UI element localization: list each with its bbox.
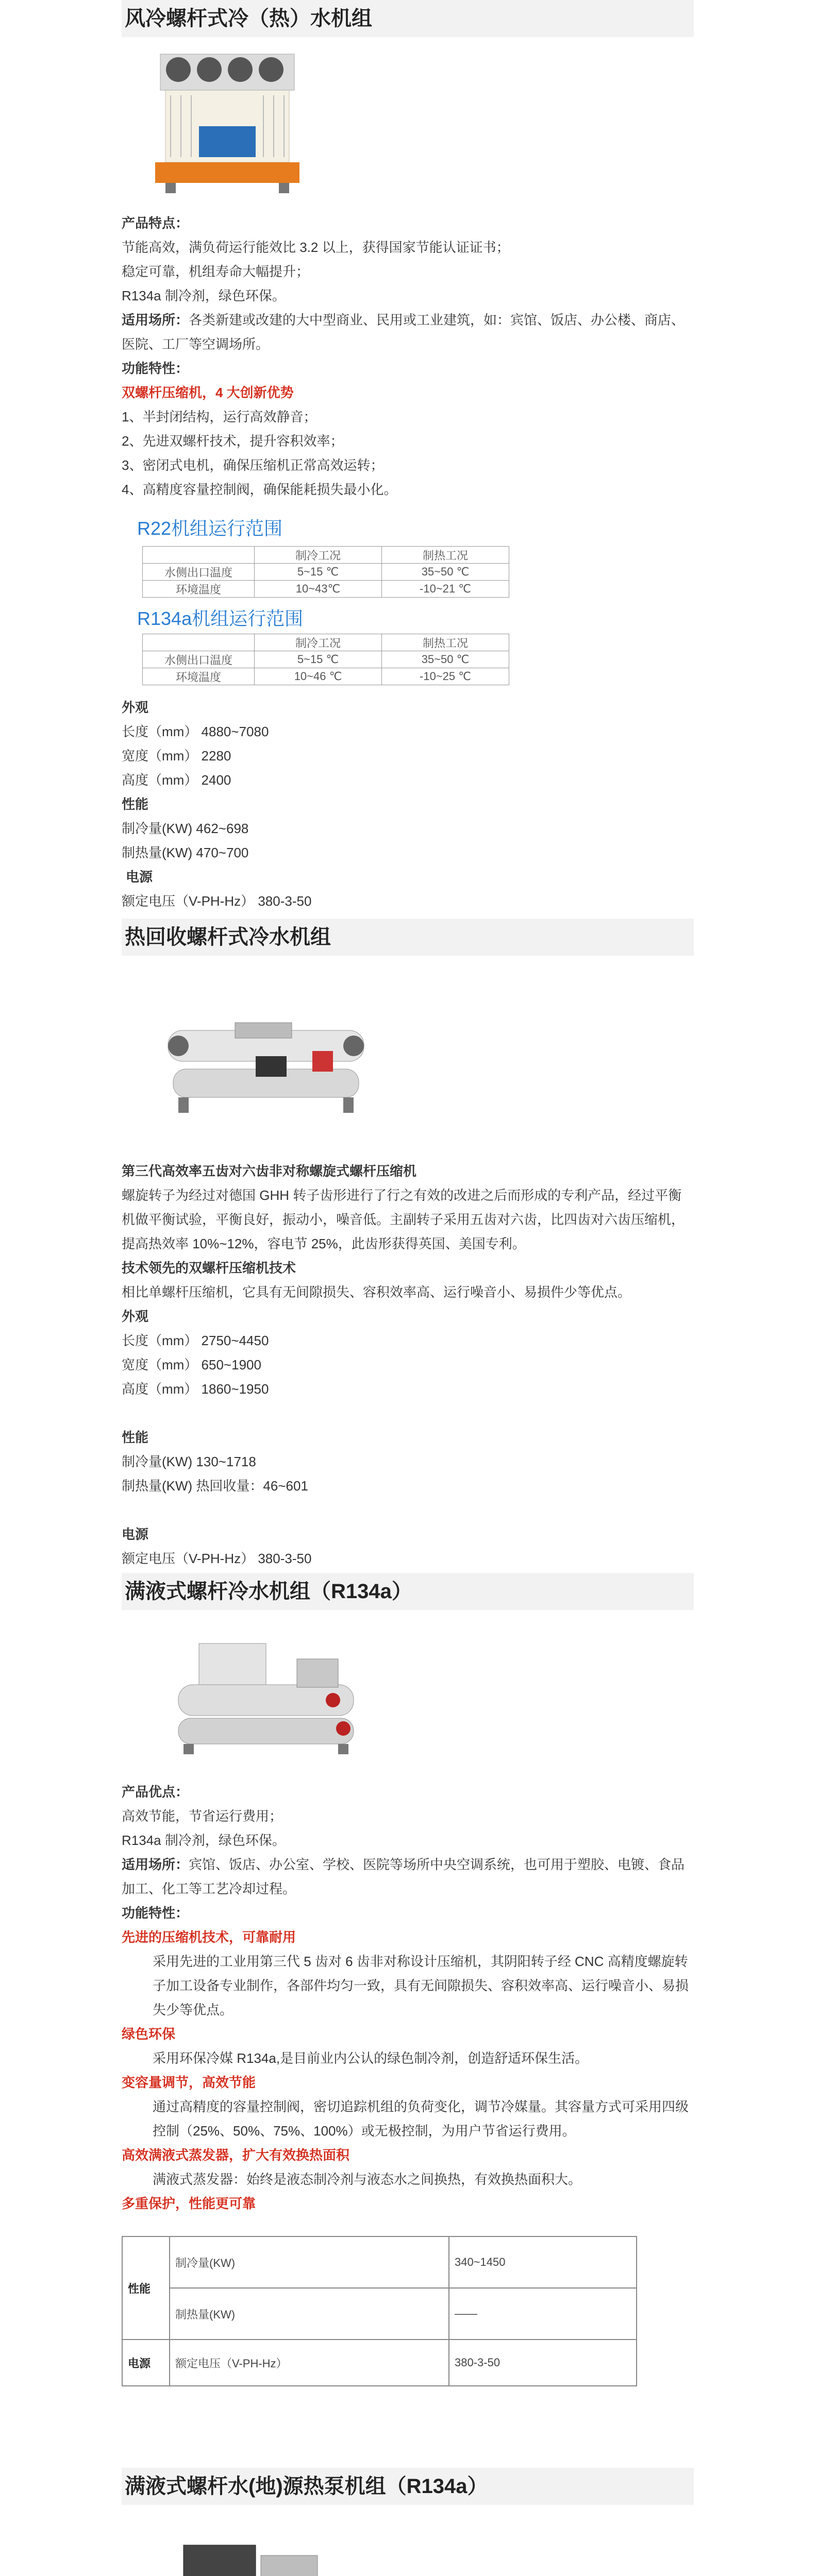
scope-label: 适用场所： [122,312,189,328]
range-cell: 10~43℃ [255,581,382,598]
feature-item: 1、半封闭结构，运行高效静音； [122,409,317,425]
tech-text: 相比单螺杆压缩机，它具有无间隙损失、容积效率高、运行噪音小、易损件少等优点。 [122,1284,631,1300]
feature-item: 3、密闭式电机，确保压缩机正常高效运转； [122,457,384,473]
dimensions-heading: 外观 [122,1309,149,1324]
r22-range-table [142,546,509,598]
range-cell: 5~15 ℃ [255,651,382,668]
range-row-label: 水侧出口温度 [143,564,255,581]
range-cell: 5~15 ℃ [255,564,382,581]
performance-line: 制热量(KW) 470~700 [122,845,249,860]
advantage-line: 高效节能，节省运行费用； [122,1808,283,1824]
section-title: 风冷螺杆式冷（热）水机组 [122,0,694,37]
features-heading: 产品特点： [122,215,189,231]
table-perf-label: 性能 [122,2236,170,2340]
feature-item: 4、高精度容量控制阀，确保能耗损失最小化。 [122,482,397,497]
scope-text: 各类新建或改建的大中型商业、民用或工业建筑，如：宾馆、饭店、办公楼、商店、医院、工厂等空调场所。 [122,312,685,352]
range-header-cool: 制冷工况 [255,634,382,651]
compressor-text: 螺旋转子为经过对德国 GHH 转子齿形进行了行之有效的改进之后而形成的专利产品，经过平衡机做平衡试验，平衡良好，振动小，噪音低。主副转子采用五齿对六齿，比四齿对六齿压缩机，提高热效率 10%~12%，容电节 25%，此齿形获得英国、美国专利。 [122,1188,685,1251]
scope-text: 宾馆、饭店、办公室、学校、医院等场所中央空调系统，也可用于塑胶、电镀、食品加工、化工等工艺冷却过程。 [122,1857,685,1896]
feature-line: 节能高效，满负荷运行能效比 3.2 以上，获得国家节能认证证书； [122,240,510,255]
power-heading: 电源 [122,1527,149,1542]
r22-range-title: R22机组运行范围 [137,518,283,539]
table-cool-value: 340~1450 [449,2236,637,2288]
power-line: 额定电压（V-PH-Hz） 380-3-50 [122,1551,312,1566]
range-cell: -10~25 ℃ [382,668,509,685]
range-cell: 10~46 ℃ [255,668,382,685]
range-header-cool: 制冷工况 [255,547,382,564]
table-power-label: 电源 [122,2340,170,2386]
dimension-line: 长度（mm） 2750~4450 [122,1333,269,1348]
range-row-label: 环境温度 [143,581,255,598]
range-row-label: 水侧出口温度 [143,651,255,668]
section-title: 满液式螺杆冷水机组（R134a） [122,1573,694,1610]
range-header-heat: 制热工况 [382,634,509,651]
performance-line: 制冷量(KW) 462~698 [122,821,249,836]
power-line: 额定电压（V-PH-Hz） 380-3-50 [122,893,312,909]
scope-line [122,308,694,357]
water-source-heat-pump-image [168,2540,364,2576]
range-header-heat: 制热工况 [382,547,509,564]
heat-recovery-chiller-image [158,1020,374,1118]
table-cool-label: 制冷量(KW) [170,2236,449,2288]
r134a-range-title: R134a机组运行范围 [137,608,304,629]
power-heading: 电源 [126,869,153,885]
dimension-line: 宽度（mm） 2280 [122,748,231,764]
range-cell: 35~50 ℃ [382,564,509,581]
feature-text: 通过高精度的容量控制阀，密切追踪机组的负荷变化，调节冷媒量。其容量方式可采用四级控制（25%、50%、75%、100%）或无极控制，为用户节省运行费用。 [153,2099,689,2139]
table-heat-label: 制热量(KW) [170,2288,449,2340]
feature-text: 满液式蒸发器：始终是液态制冷剂与液态水之间换热，有效换热面积大。 [153,2172,582,2187]
table-volt-value: 380-3-50 [449,2340,637,2386]
performance-line: 制热量(KW) 热回收量：46~601 [122,1478,308,1494]
table-volt-label: 额定电压（V-PH-Hz） [170,2340,449,2386]
function-heading: 功能特性： [122,361,189,376]
function-heading: 功能特性： [122,1905,189,1921]
advantage-line: R134a 制冷剂，绿色环保。 [122,1833,286,1848]
scope-line [122,1853,694,1901]
compressor-heading: 第三代高效率五齿对六齿非对称螺旋式螺杆压缩机 [122,1163,417,1179]
range-cell: -10~21 ℃ [382,581,509,598]
feature-text: 采用环保冷媒 R134a,是目前业内公认的绿色制冷剂，创造舒适环保生活。 [153,2050,589,2066]
section-title: 热回收螺杆式冷水机组 [122,919,694,956]
feature-heading: 变容量调节，高效节能 [122,2075,256,2090]
dimension-line: 长度（mm） 4880~7080 [122,724,269,739]
feature-line: R134a 制冷剂，绿色环保。 [122,288,286,303]
flooded-chiller-image [168,1638,364,1757]
dimension-line: 高度（mm） 2400 [122,772,231,788]
feature-heading: 绿色环保 [122,2026,176,2042]
table-heat-value: —— [449,2288,637,2340]
tech-heading: 技术领先的双螺杆压缩机技术 [122,1260,296,1276]
feature-text: 采用先进的工业用第三代 5 齿对 6 齿非对称设计压缩机，其阴阳转子经 CNC 高精度螺旋转子加工设备专业制作，各部件均匀一致，具有无间隙损失、容积效率高、运行噪音小、易损失少等优点。 [153,1954,689,2018]
feature-heading: 高效满液式蒸发器，扩大有效换热面积 [122,2147,350,2163]
range-cell: 35~50 ℃ [382,651,509,668]
feature-heading: 先进的压缩机技术，可靠耐用 [122,1929,296,1945]
section-title: 满液式螺杆水(地)源热泵机组（R134a） [122,2468,694,2505]
performance-line: 制冷量(KW) 130~1718 [122,1454,256,1469]
range-row-label: 环境温度 [143,668,255,685]
feature-line: 稳定可靠，机组寿命大幅提升； [122,264,310,279]
performance-table [122,2236,637,2386]
compressor-heading: 双螺杆压缩机，4 大创新优势 [122,385,294,400]
scope-label: 适用场所： [122,1857,189,1872]
feature-heading: 多重保护，性能更可靠 [122,2196,256,2211]
performance-heading: 性能 [122,796,149,812]
air-cooled-chiller-image [150,49,305,198]
dimensions-heading: 外观 [122,700,149,715]
advantages-heading: 产品优点： [122,1784,189,1800]
dimension-line: 高度（mm） 1860~1950 [122,1381,269,1397]
dimension-line: 宽度（mm） 650~1900 [122,1357,261,1372]
r134a-range-table [142,634,509,685]
performance-heading: 性能 [122,1430,149,1445]
feature-item: 2、先进双螺杆技术，提升容积效率； [122,433,344,449]
